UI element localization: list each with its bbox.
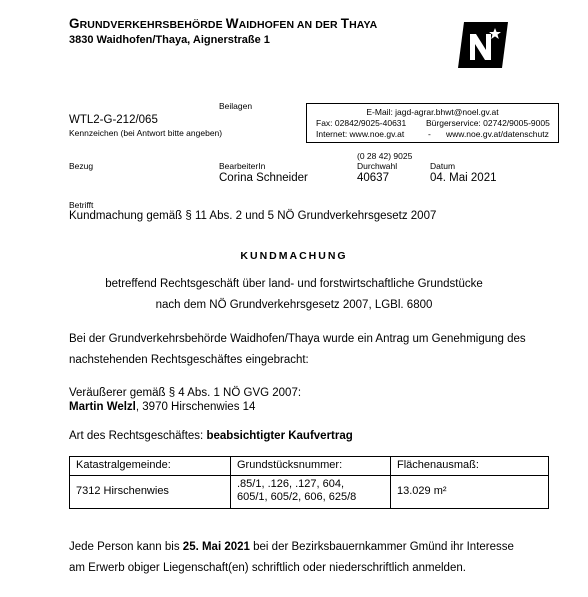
authority-name-part: AIDHOFEN AN DER xyxy=(238,19,341,31)
authority-name-part: HAYA xyxy=(349,19,378,31)
parcel-table xyxy=(69,456,549,509)
authority-name-part: G xyxy=(69,16,80,31)
contact-fax: Fax: 02842/9025-40631 xyxy=(316,118,407,128)
parcels-line-2: 605/1, 605/2, 606, 625/8 xyxy=(237,491,357,503)
bezug-label: Bezug xyxy=(69,161,94,171)
table-row xyxy=(70,476,549,509)
contact-dash: - xyxy=(428,129,431,139)
bearbeiter-name: Corina Schneider xyxy=(219,172,308,184)
intro-line-2: nachstehenden Rechtsgeschäftes eingebracht: xyxy=(69,354,309,366)
authority-name-part: RUNDVERKEHRSBEHÖRDE xyxy=(79,19,226,31)
betrifft-label: Betrifft xyxy=(69,200,94,210)
seller-name: Martin Welzl xyxy=(69,401,136,413)
durchwahl-label: Durchwahl xyxy=(357,161,398,171)
deal-type-label: Art des Rechtsgeschäftes: xyxy=(69,430,207,442)
table-cell-parcels xyxy=(231,476,391,509)
contact-datenschutz: www.noe.gv.at/datenschutz xyxy=(446,129,549,139)
authority-name-part: T xyxy=(340,16,350,31)
contact-buergerservice: Bürgerservice: 02742/9005-9005 xyxy=(426,118,550,128)
closing-post: bei der Bezirksbauernkammer Gmünd ihr Interesse xyxy=(249,541,514,553)
area-value: 13.029 m² xyxy=(397,485,447,497)
parcels-line-1: .85/1, .126, .127, 604, xyxy=(237,478,345,490)
contact-email: E-Mail: jagd-agrar.bhwt@noel.gv.at xyxy=(366,107,499,117)
table-header-row xyxy=(70,457,549,476)
beilagen-label: Beilagen xyxy=(219,101,253,111)
datum-label: Datum xyxy=(430,161,456,171)
table-header-parcels: Grundstücksnummer: xyxy=(231,457,391,476)
authority-address: 3830 Waidhofen/Thaya, Aignerstraße 1 xyxy=(69,34,270,46)
deal-type-value: beabsichtigter Kaufvertrag xyxy=(206,430,353,442)
document-title: KUNDMACHUNG xyxy=(240,250,348,262)
betrifft-value: Kundmachung gemäß § 11 Abs. 2 und 5 NÖ Grundverkehrsgesetz 2007 xyxy=(69,210,437,222)
seller-address: , 3970 Hirschenwies 14 xyxy=(135,401,256,413)
closing-pre: Jede Person kann bis xyxy=(69,541,183,553)
closing-line-1 xyxy=(69,537,514,558)
deal-type-line xyxy=(69,430,353,442)
phone-prefix: (0 28 42) 9025 xyxy=(357,151,413,161)
noe-star-logo-icon xyxy=(458,22,508,68)
subtitle-line-2: nach dem NÖ Grundverkehrsgesetz 2007, LGBl. 6800 xyxy=(155,299,433,311)
deadline-date: 25. Mai 2021 xyxy=(182,541,250,553)
table-header-kg: Katastralgemeinde: xyxy=(70,457,231,476)
kg-value: 7312 Hirschenwies xyxy=(76,485,169,497)
authority-name-part: W xyxy=(225,16,239,31)
table-cell-area xyxy=(391,476,549,509)
reference-label: Kennzeichen (bei Antwort bitte angeben) xyxy=(69,128,223,138)
contact-box xyxy=(306,103,559,143)
table-cell-kg xyxy=(70,476,231,509)
seller-label: Veräußerer gemäß § 4 Abs. 1 NÖ GVG 2007: xyxy=(69,387,302,399)
reference-number: WTL2-G-212/065 xyxy=(69,114,158,126)
closing-line-2: am Erwerb obiger Liegenschaft(en) schriftlich oder niederschriftlich anmelden. xyxy=(69,562,466,574)
authority-name xyxy=(69,16,377,31)
table-header-area: Flächenausmaß: xyxy=(391,457,549,476)
contact-internet: Internet: www.noe.gv.at xyxy=(316,129,405,139)
seller-line xyxy=(69,401,255,413)
subtitle-line-1: betreffend Rechtsgeschäft über land- und forstwirtschaftliche Grundstücke xyxy=(105,278,483,290)
bearbeiter-label: BearbeiterIn xyxy=(219,161,266,171)
durchwahl-value: 40637 xyxy=(357,172,389,184)
datum-value: 04. Mai 2021 xyxy=(430,172,497,184)
intro-line-1: Bei der Grundverkehrsbehörde Waidhofen/Thaya wurde ein Antrag um Genehmigung des xyxy=(69,333,526,345)
